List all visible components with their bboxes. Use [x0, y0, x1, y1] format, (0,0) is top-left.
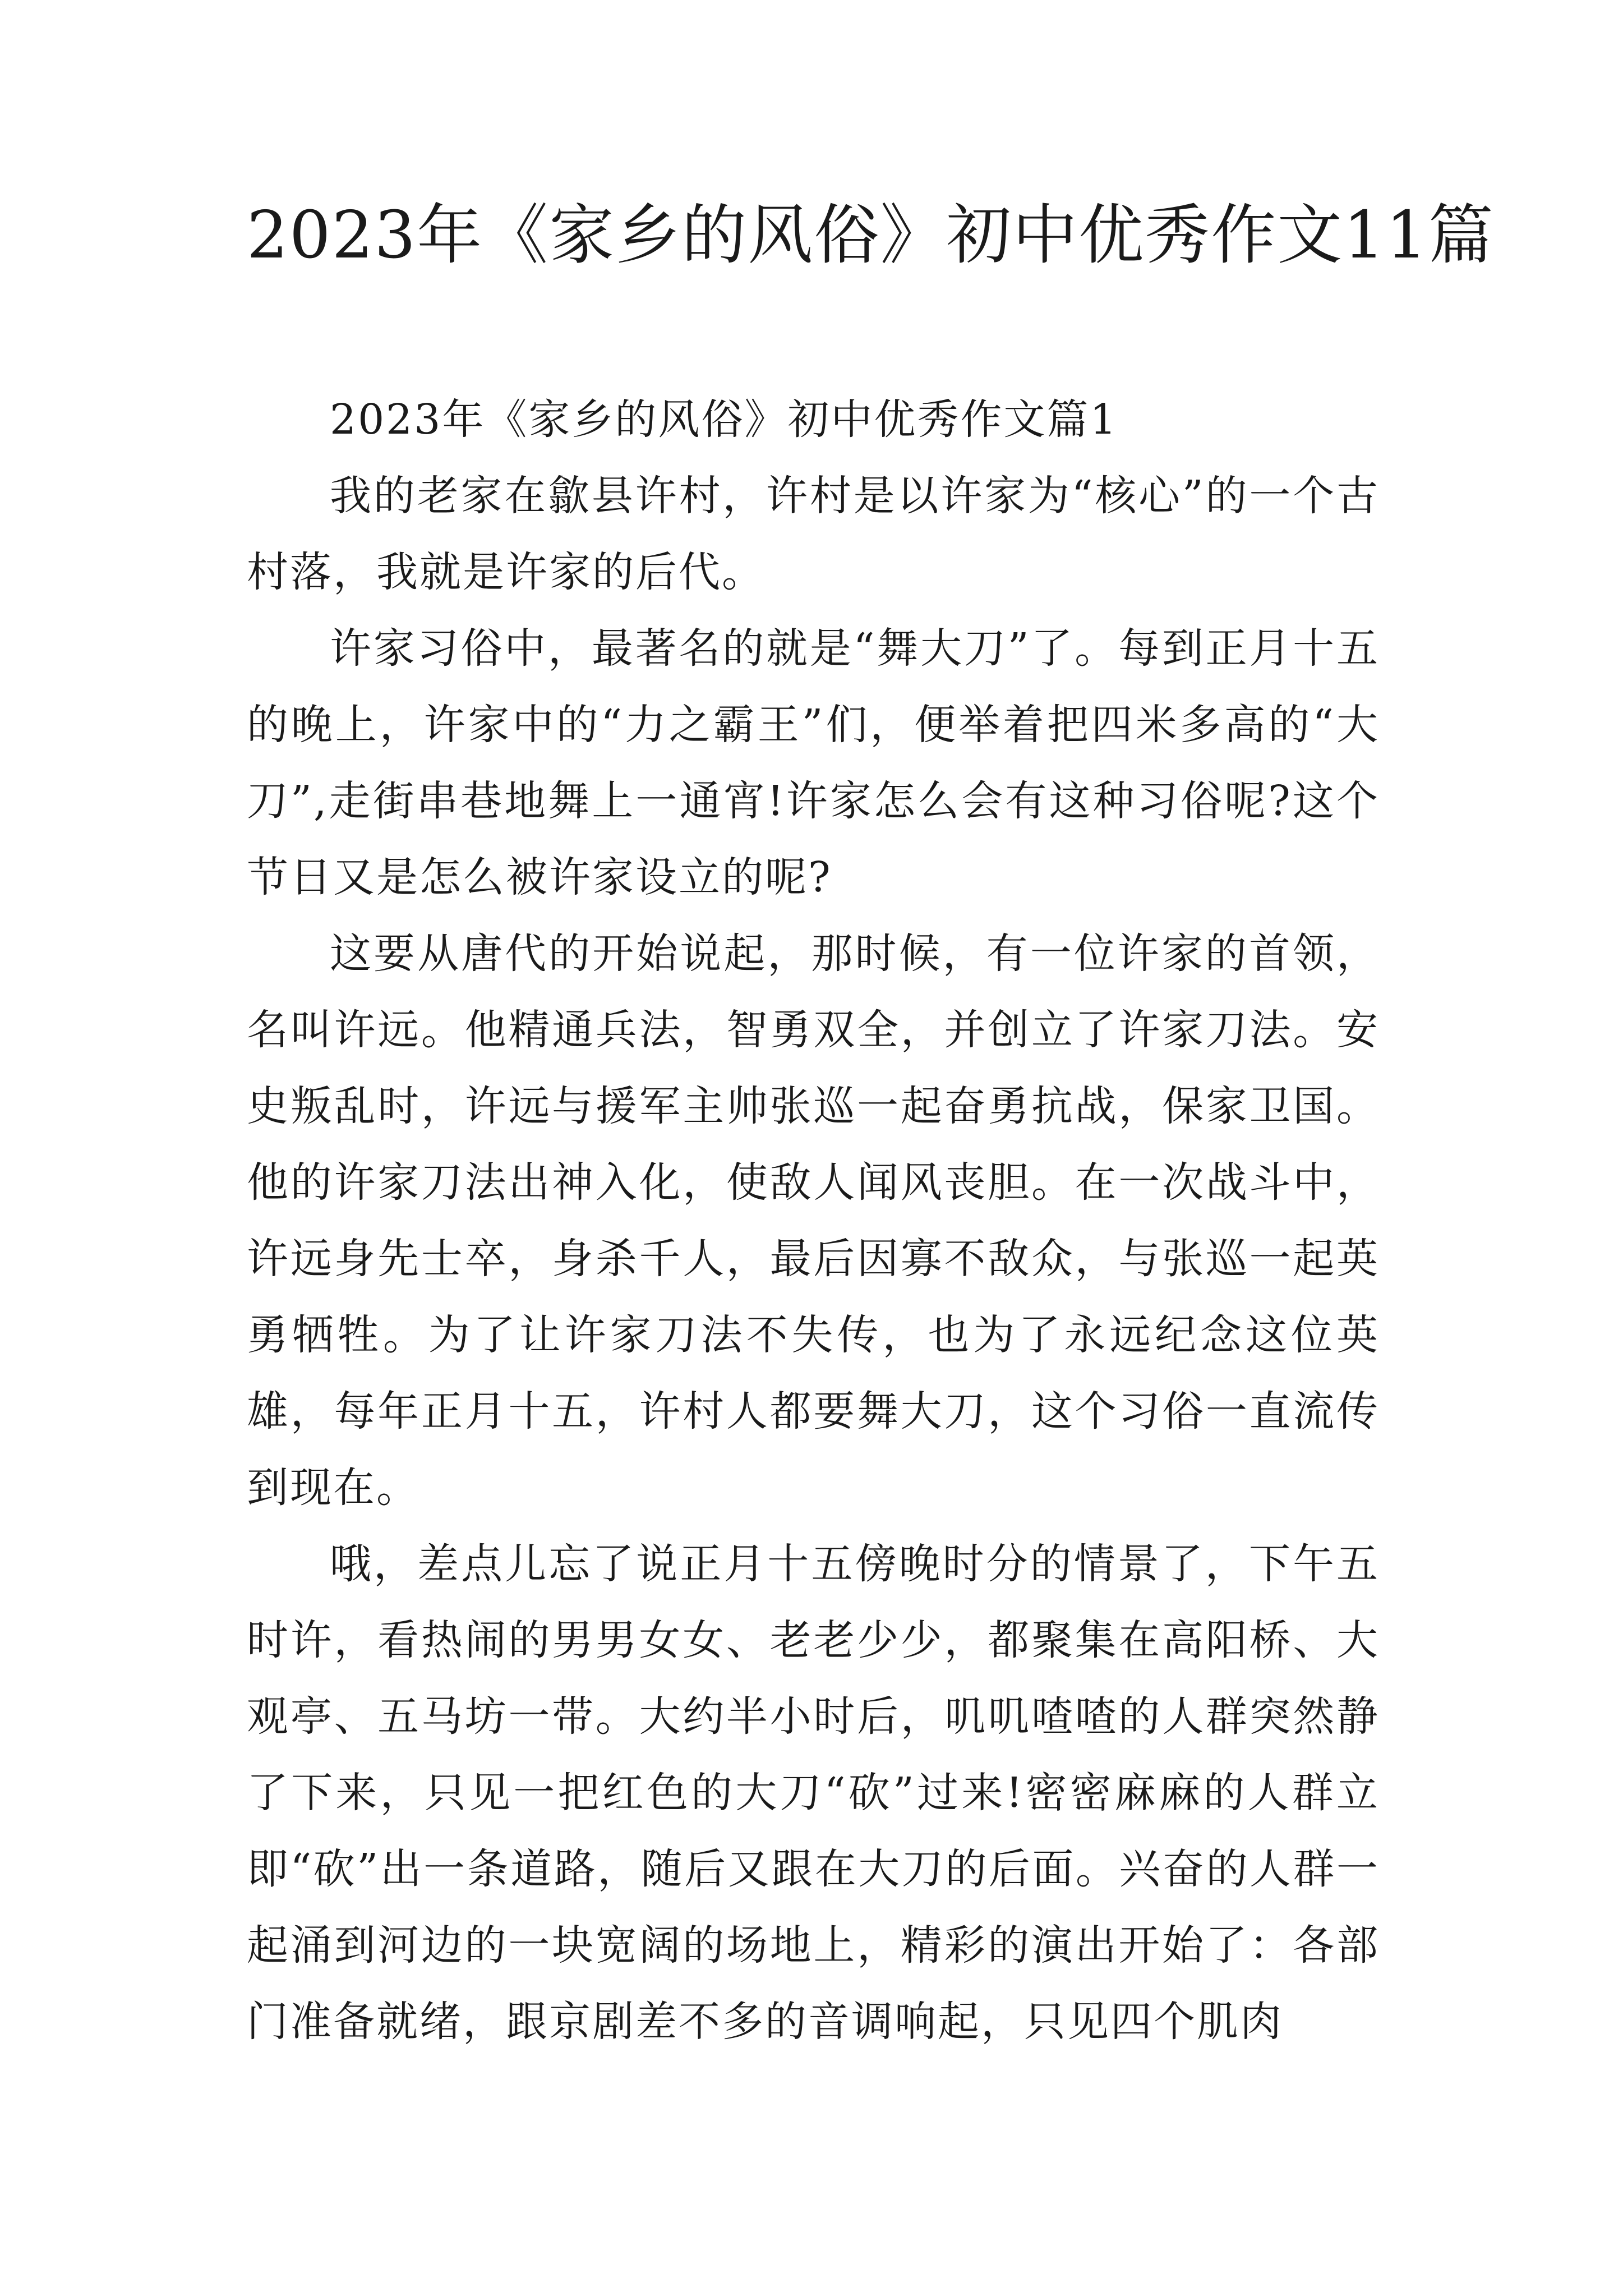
body-paragraph: 我的老家在歙县许村，许村是以许家为“核心”的一个古村落，我就是许家的后代。 [247, 472, 1380, 596]
body-paragraph: 哦，差点儿忘了说正月十五傍晚时分的情景了，下午五时许，看热闹的男男女女、老老少少，都聚集在高阳桥、大观亭、五马坊一带。大约半小时后，叽叽喳喳的人群突然静了下来，只见一把红色的大刀“砍”过来!密密麻麻的人群立即“砍”出一条道路，随后又跟在大刀的后面。兴奋的人群一起涌到河边的一块宽阔的场地上，精彩的演出开始了：各部门准备就绪，跟京剧差不多的音调响起，只见四个肌肉 [247, 1540, 1380, 2046]
document-title: 2023年《家乡的风俗》初中优秀作文11篇 [247, 197, 1495, 273]
essay-heading: 2023年《家乡的风俗》初中优秀作文篇1 [330, 395, 1118, 444]
document-body [247, 381, 1380, 2060]
body-paragraph: 这要从唐代的开始说起，那时候，有一位许家的首领，名叫许远。他精通兵法，智勇双全，并创立了许家刀法。安史叛乱时，许远与援军主帅张巡一起奋勇抗战，保家卫国。他的许家刀法出神入化，使敌人闻风丧胆。在一次战斗中，许远身先士卒，身杀千人，最后因寡不敌众，与张巡一起英勇牺牲。为了让许家刀法不失传，也为了永远纪念这位英雄，每年正月十五，许村人都要舞大刀，这个习俗一直流传到现在。 [247, 930, 1380, 1512]
body-paragraph: 许家习俗中，最著名的就是“舞大刀”了。每到正月十五的晚上，许家中的“力之霸王”们，便举着把四米多高的“大刀”,走街串巷地舞上一通宵!许家怎么会有这种习俗呢?这个节日又是怎么被许家设立的呢? [247, 624, 1380, 901]
